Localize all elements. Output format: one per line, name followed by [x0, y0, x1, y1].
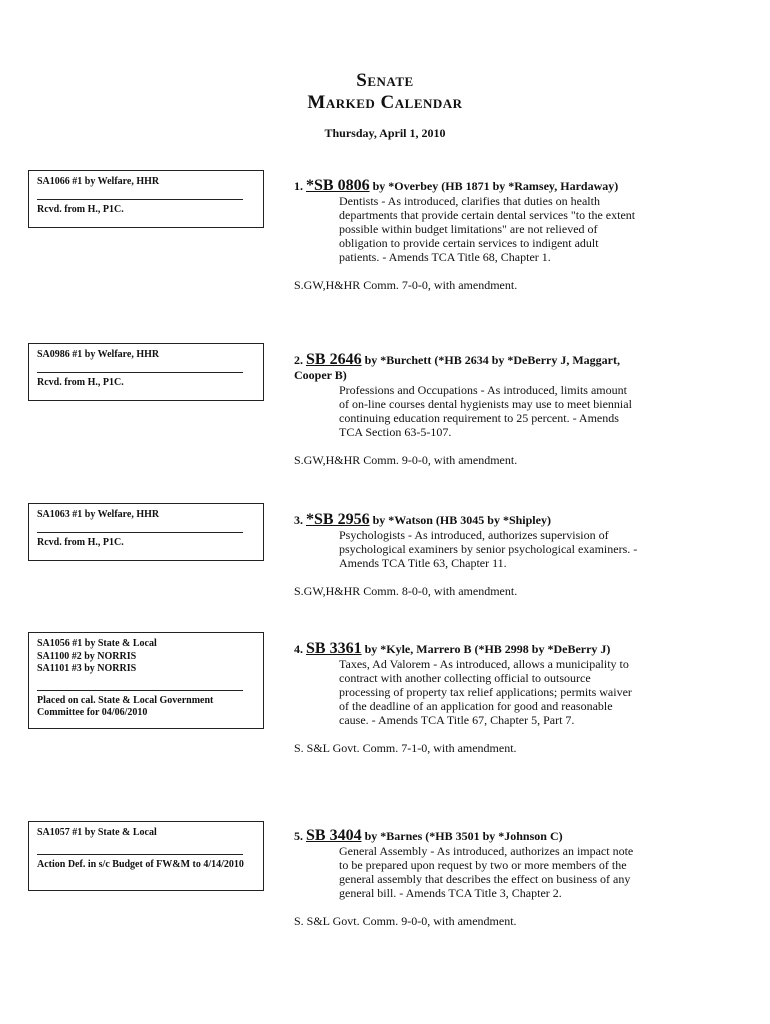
- bill-number: 5.: [294, 829, 303, 843]
- amendment-note: Rcvd. from H., P1C.: [37, 376, 124, 388]
- bill-link[interactable]: *SB 2956: [306, 511, 370, 528]
- bill-description: Professions and Occupations - As introduced, limits amount of on-line courses dental hygienists may use to meet biennial continuing education requirement to 25 percent. - Amends TCA Section 63-5-107.: [339, 383, 632, 439]
- page-title-senate: Senate: [356, 70, 414, 91]
- amendment-line: SA1101 #3 by NORRIS: [37, 663, 137, 674]
- amendment-box: [28, 821, 264, 891]
- amendment-box: [28, 170, 264, 228]
- bill-link[interactable]: SB 3361: [306, 640, 362, 657]
- amendment-note: Placed on cal. State & Local Government Committee for 04/06/2010: [37, 694, 214, 718]
- divider: [37, 690, 243, 691]
- bill-number: 2.: [294, 353, 303, 367]
- bill-heading: [294, 352, 654, 383]
- bill-block: [294, 352, 654, 468]
- bill-sponsors: by *Watson (HB 3045 by *Shipley): [372, 513, 551, 527]
- bill-description: Dentists - As introduced, clarifies that duties on health departments that provide certain dental services "to the extent possible within budget limitations" are not relieved of obligation to provide certain services to indigent adult patients. - Amends TCA Title 68, Chapter 1.: [339, 194, 636, 264]
- amendment-line: SA0986 #1 by Welfare, HHR: [37, 349, 160, 360]
- amendment-note: Rcvd. from H., P1C.: [37, 536, 124, 548]
- bill-block: [294, 641, 654, 756]
- bill-sponsors: by *Burchett (*HB 2634 by *DeBerry J, Maggart, Cooper B): [294, 353, 620, 382]
- bill-sponsors: by *Barnes (*HB 3501 by *Johnson C): [364, 829, 563, 843]
- bill-description: Psychologists - As introduced, authorizes supervision of psychological examiners by senior psychological examiners. - Amends TCA Title 63, Chapter 11.: [339, 528, 638, 570]
- divider: [37, 532, 243, 533]
- divider: [37, 199, 243, 200]
- bill-description: General Assembly - As introduced, authorizes an impact note to be prepared upon request by two or more members of the general assembly that describes the effect on business of any general bill. - Amends TCA Title 3, Chapter 2.: [339, 844, 634, 900]
- amendment-line: SA1063 #1 by Welfare, HHR: [37, 509, 160, 520]
- amendment-line: SA1100 #2 by NORRIS: [37, 650, 137, 662]
- amendment-note: Action Def. in s/c Budget of FW&M to 4/14/2010: [37, 858, 244, 870]
- committee-action: S. S&L Govt. Comm. 7-1-0, with amendment.: [294, 741, 517, 755]
- bill-number: 1.: [294, 179, 303, 193]
- bill-link[interactable]: SB 2646: [306, 351, 362, 368]
- bill-block: [294, 178, 654, 293]
- bill-block: [294, 828, 654, 929]
- bill-number: 3.: [294, 513, 303, 527]
- bill-heading: [294, 512, 654, 528]
- divider: [37, 854, 243, 855]
- committee-action: S.GW,H&HR Comm. 7-0-0, with amendment.: [294, 278, 518, 292]
- page-title-marked-calendar: Marked Calendar: [307, 92, 463, 113]
- bill-sponsors: by *Kyle, Marrero B (*HB 2998 by *DeBerry J): [364, 642, 611, 656]
- bill-link[interactable]: *SB 0806: [306, 177, 370, 194]
- bill-sponsors: by *Overbey (HB 1871 by *Ramsey, Hardaway): [372, 179, 619, 193]
- amendment-line: SA1066 #1 by Welfare, HHR: [37, 176, 160, 187]
- bill-heading: [294, 828, 654, 844]
- bill-heading: [294, 641, 654, 657]
- calendar-date: Thursday, April 1, 2010: [324, 126, 446, 140]
- amendment-line: SA1056 #1 by State & Local: [37, 638, 157, 649]
- bill-description: Taxes, Ad Valorem - As introduced, allows a municipality to contract with another collecting official to outsource processing of property tax relief applications; permits waiver of the deadline of an application for good and reasonable cause. - Amends TCA Title 67, Chapter 5, Part 7.: [339, 657, 632, 727]
- amendment-line: SA1057 #1 by State & Local: [37, 827, 157, 838]
- amendment-note: Rcvd. from H., P1C.: [37, 203, 124, 215]
- committee-action: S.GW,H&HR Comm. 8-0-0, with amendment.: [294, 584, 518, 598]
- bill-heading: [294, 178, 654, 194]
- bill-block: [294, 512, 654, 599]
- bill-link[interactable]: SB 3404: [306, 827, 362, 844]
- committee-action: S.GW,H&HR Comm. 9-0-0, with amendment.: [294, 453, 518, 467]
- committee-action: S. S&L Govt. Comm. 9-0-0, with amendment.: [294, 914, 517, 928]
- amendment-box: [28, 343, 264, 401]
- divider: [37, 372, 243, 373]
- amendment-box: [28, 632, 264, 729]
- amendment-box: [28, 503, 264, 561]
- bill-number: 4.: [294, 642, 303, 656]
- calendar-header: [0, 70, 770, 141]
